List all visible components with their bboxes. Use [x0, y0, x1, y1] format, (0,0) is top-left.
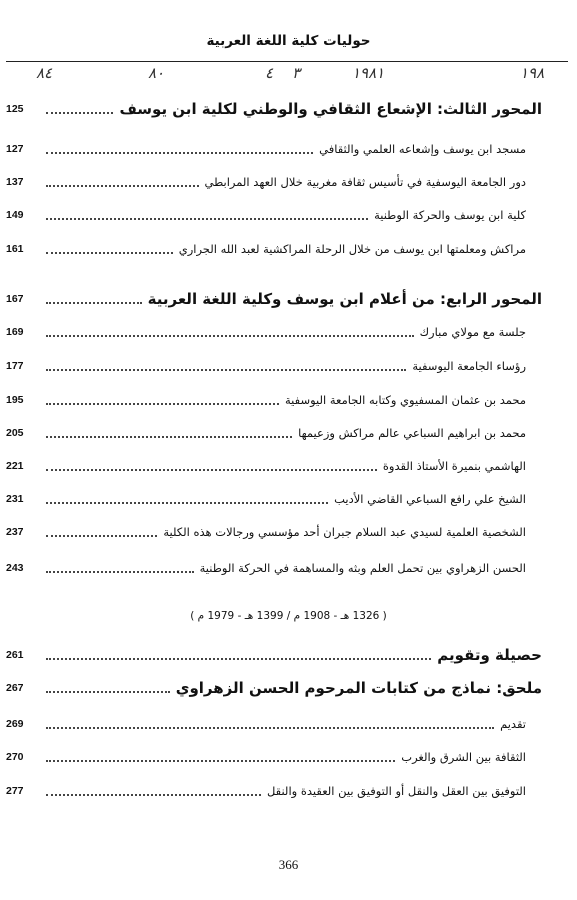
toc-page-number: 237 — [6, 526, 24, 538]
toc-page-number: 231 — [6, 493, 24, 505]
toc-page-number: 221 — [6, 460, 24, 472]
toc-page-number: 243 — [6, 562, 24, 574]
handwritten-mark: ٨٠ — [148, 64, 165, 82]
toc-title: الهاشمي بنميرة الأستاذ القدوة — [382, 459, 526, 473]
toc-item — [6, 745, 542, 769]
toc-title: تقديم — [500, 717, 526, 731]
dot-leader — [46, 252, 173, 254]
toc-page-number: 269 — [6, 718, 24, 730]
toc-item — [6, 237, 542, 261]
toc-title: المحور الرابع: من أعلام ابن يوسف وكلية اللغة العربية — [147, 290, 542, 308]
toc-page-number: 137 — [6, 176, 24, 188]
handwritten-mark: ١٩٨ — [520, 64, 545, 82]
handwritten-mark: ٨٤ — [36, 64, 53, 82]
toc-page-number: 205 — [6, 427, 24, 439]
toc-title: محمد بن عثمان المسفيوي وكتابه الجامعة اليوسفية — [285, 393, 526, 407]
toc-item — [6, 421, 542, 445]
toc-title: مراكش ومعلمتها ابن يوسف من خلال الرحلة المراكشية لعبد الله الجراري — [178, 242, 526, 256]
toc-section — [6, 643, 542, 667]
toc-title: جلسة مع مولاي مبارك — [419, 325, 526, 339]
dot-leader — [46, 727, 494, 729]
toc-page-number: 261 — [6, 649, 24, 661]
handwritten-mark: ٣ — [292, 64, 301, 82]
toc-page-number: 161 — [6, 243, 24, 255]
toc-page-number: 125 — [6, 103, 24, 115]
toc-item — [6, 170, 542, 194]
toc-title: حصيلة وتقويم — [437, 646, 542, 664]
page-number: 366 — [278, 857, 299, 872]
toc-title: الشيخ علي رافع السباعي القاضي الأديب — [334, 492, 526, 506]
dates-note: ( 1326 هـ - 1908 م / 1399 هـ - 1979 م ) — [190, 610, 387, 622]
toc-section — [6, 676, 542, 700]
handwritten-annotations — [0, 62, 577, 88]
toc-page-number: 195 — [6, 394, 24, 406]
toc-title: الثقافة بين الشرق والغرب — [401, 750, 526, 764]
toc-section — [6, 287, 542, 311]
toc-item — [6, 779, 542, 803]
dot-leader — [46, 794, 261, 796]
dot-leader — [46, 469, 377, 471]
toc-title: ملحق: نماذج من كتابات المرحوم الحسن الزهراوي — [175, 679, 542, 697]
toc-title: دور الجامعة اليوسفية في تأسيس ثقافة مغربية خلال العهد المرابطي — [204, 175, 526, 189]
toc-page-number: 127 — [6, 143, 24, 155]
toc-title: مسجد ابن يوسف وإشعاعه العلمي والثقافي — [319, 142, 526, 156]
toc-item — [6, 388, 542, 412]
toc-title: رؤساء الجامعة اليوسفية — [412, 359, 526, 373]
toc-item — [6, 556, 542, 580]
toc-page-number: 270 — [6, 751, 24, 763]
dot-leader — [46, 185, 199, 187]
toc-page-number: 169 — [6, 326, 24, 338]
toc-item — [6, 712, 542, 736]
dot-leader — [46, 658, 431, 660]
toc-page-number: 267 — [6, 682, 24, 694]
dot-leader — [46, 218, 368, 220]
dot-leader — [46, 152, 313, 154]
toc-page-number: 167 — [6, 293, 24, 305]
dot-leader — [46, 760, 395, 762]
toc-page-number: 149 — [6, 209, 24, 221]
dot-leader — [46, 502, 328, 504]
dot-leader — [46, 403, 279, 405]
toc-item — [6, 487, 542, 511]
toc-item — [6, 137, 542, 161]
journal-title: حوليات كلية اللغة العربية — [206, 33, 371, 49]
dot-leader — [46, 691, 170, 693]
toc-page-number: 277 — [6, 785, 24, 797]
toc-item — [6, 354, 542, 378]
toc-item — [6, 520, 542, 544]
toc-title: التوفيق بين العقل والنقل أو التوفيق بين العقيدة والنقل — [266, 784, 526, 798]
handwritten-mark: ١٩٨١ — [352, 64, 385, 82]
toc-section — [6, 97, 542, 121]
toc-title: المحور الثالث: الإشعاع الثقافي والوطني لكلية ابن يوسف — [119, 100, 542, 118]
toc-page-number: 177 — [6, 360, 24, 372]
dot-leader — [46, 335, 414, 337]
toc-title: الشخصية العلمية لسيدي عبد السلام جبران أحد مؤسسي ورجالات هذه الكلية — [163, 525, 526, 539]
dot-leader — [46, 369, 406, 371]
toc-item — [6, 454, 542, 478]
toc-title: الحسن الزهراوي بين تحمل العلم وبثه والمساهمة في الحركة الوطنية — [199, 561, 526, 575]
toc-item — [6, 320, 542, 344]
dot-leader — [46, 535, 157, 537]
dot-leader — [46, 436, 292, 438]
toc-item — [6, 203, 542, 227]
dot-leader — [46, 571, 194, 573]
handwritten-mark: ٤ — [265, 64, 274, 82]
dot-leader — [46, 112, 113, 114]
dot-leader — [46, 302, 142, 304]
toc-title: محمد بن ابراهيم السباعي عالم مراكش وزعيمها — [298, 426, 526, 440]
toc-title: كلية ابن يوسف والحركة الوطنية — [374, 208, 526, 222]
